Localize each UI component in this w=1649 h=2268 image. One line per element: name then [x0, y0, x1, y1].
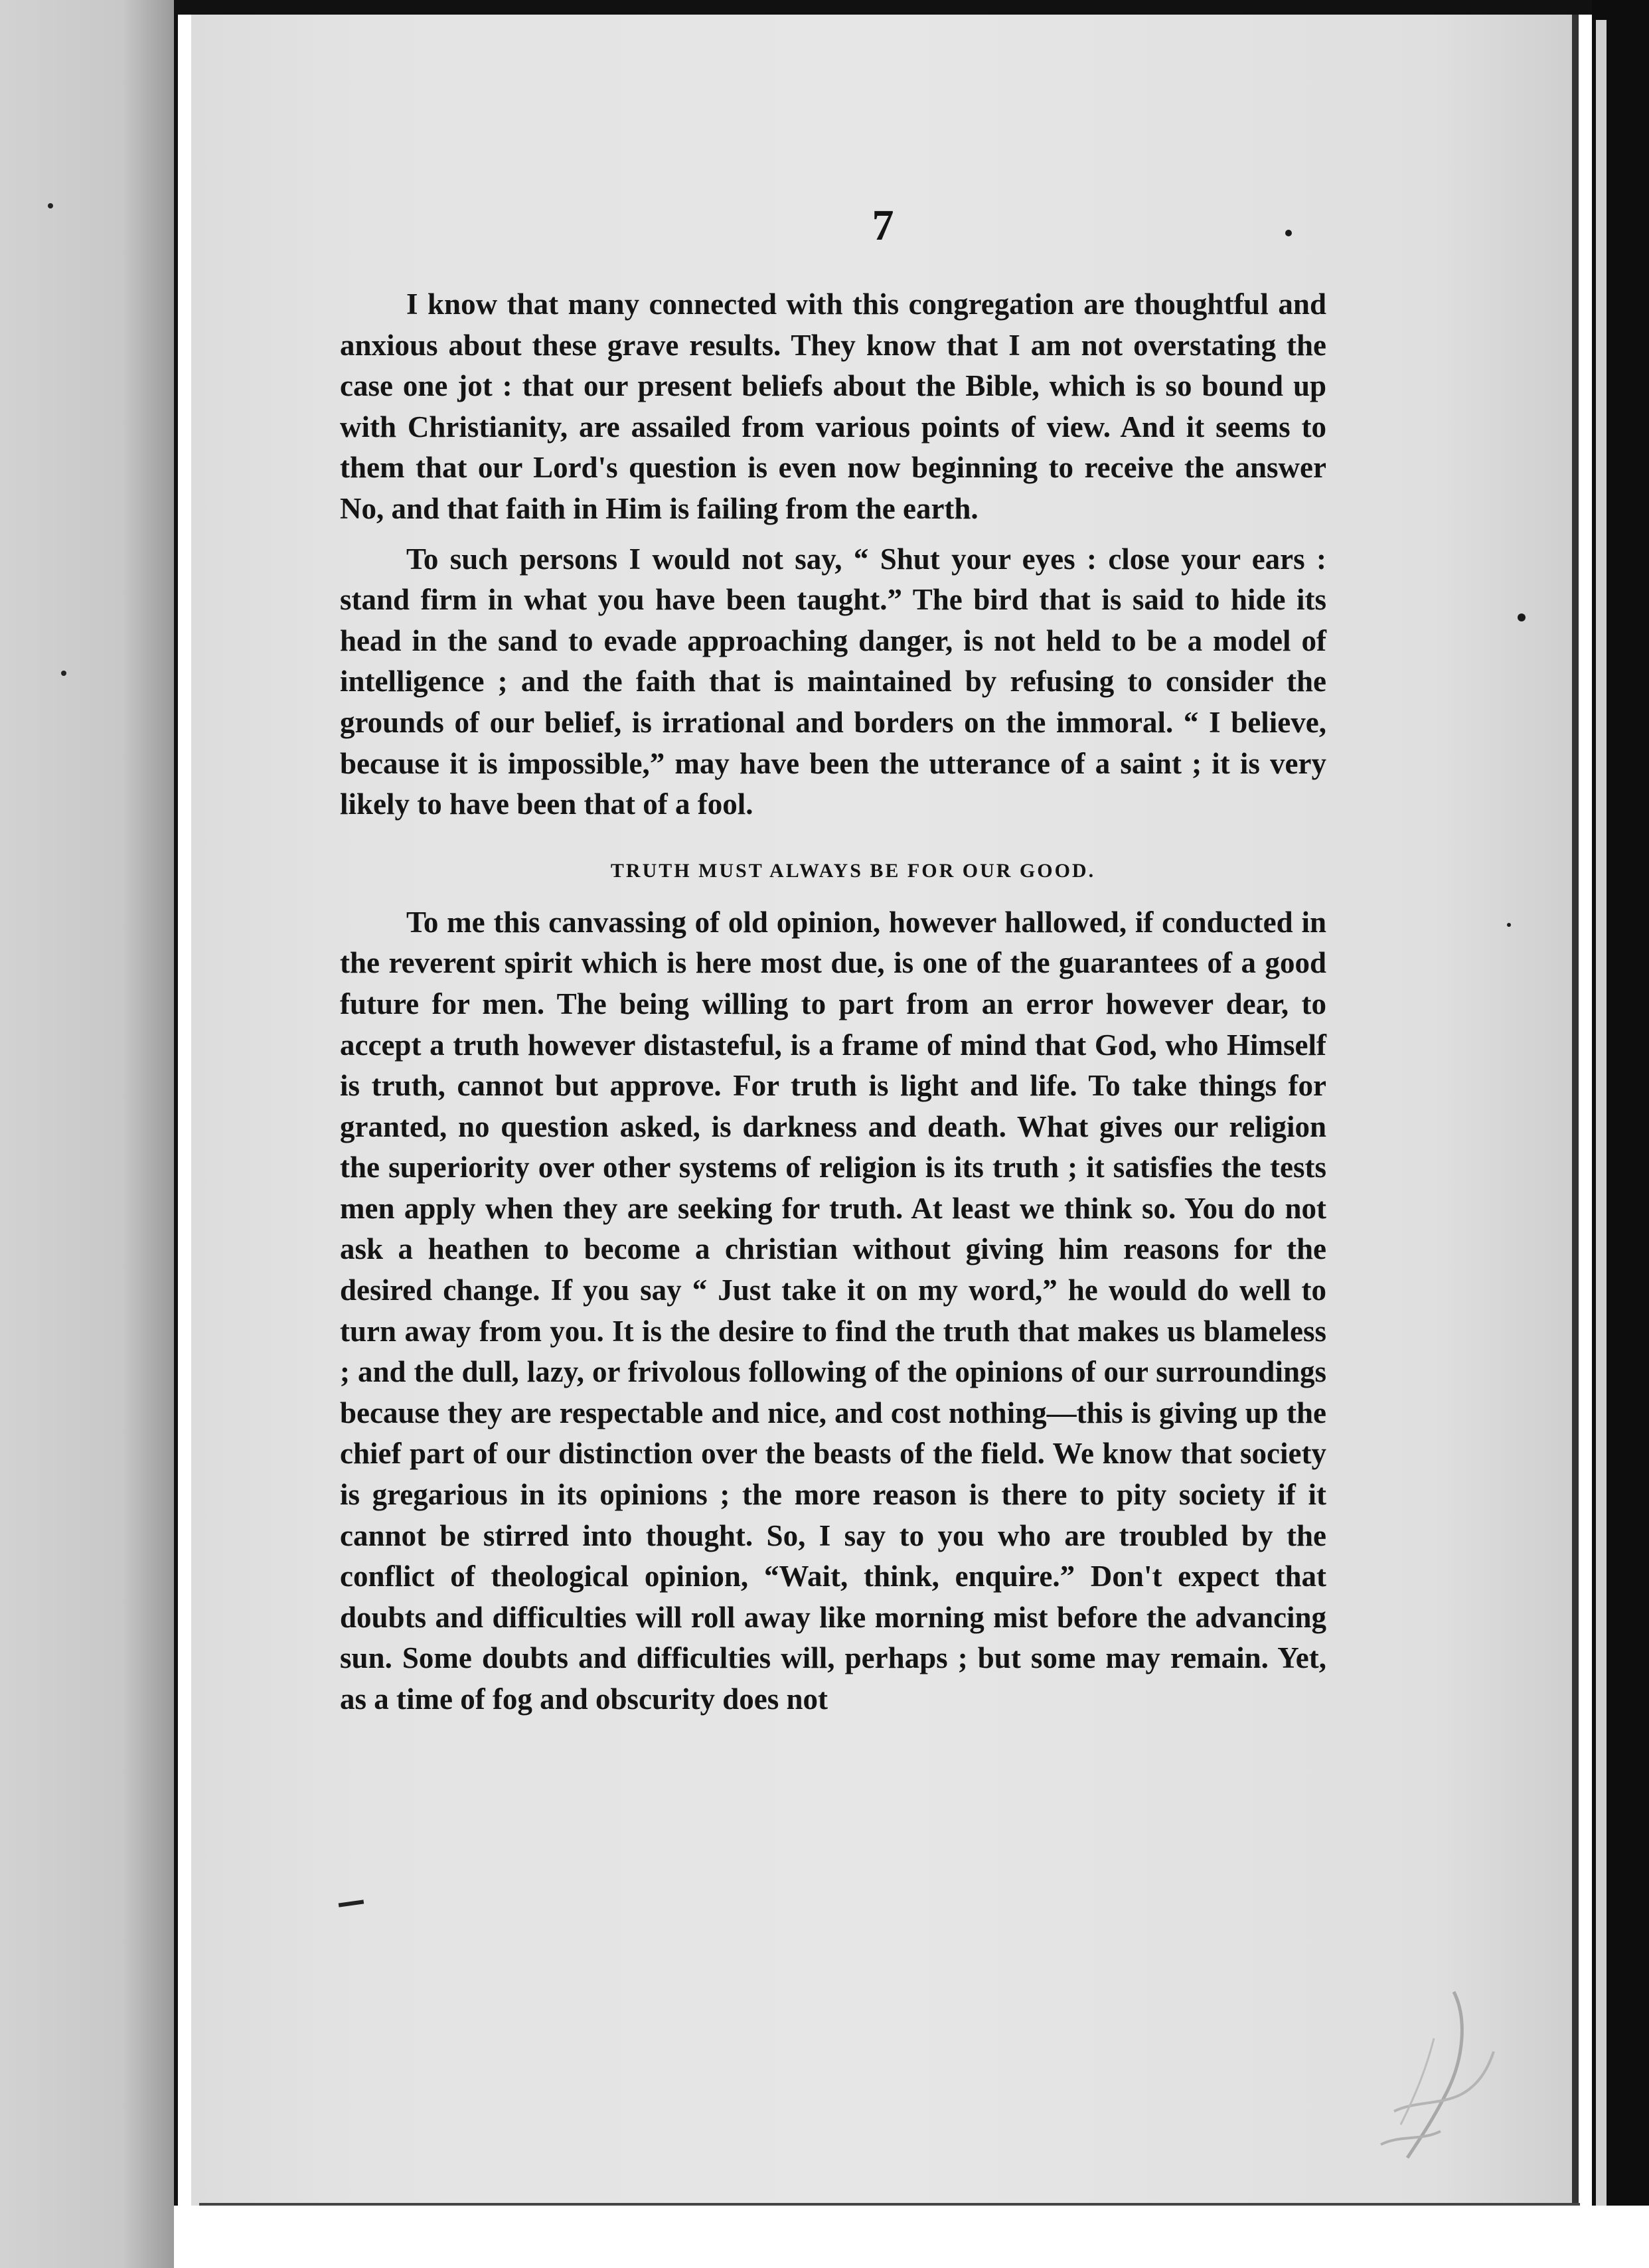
scan-margin-bottom [174, 2206, 1649, 2268]
page-stack-edge [1596, 20, 1607, 2237]
speck [61, 671, 66, 676]
section-heading: TRUTH MUST ALWAYS BE FOR OUR GOOD. [610, 859, 1096, 882]
paragraph: I know that many connected with this congregation are thoughtful and anxious about these grave results. They know that I am not overstating the case one jot : that our present beliefs about the Bible, which is so bound up with Christianity, are assailed from various points of view. And it seems to them that our Lord's question is even now beginning to receive the answer No, and that faith in Him is failing from the earth. [340, 287, 1326, 525]
speck [1507, 923, 1511, 927]
adjacent-page-edge [0, 0, 178, 2268]
speck [48, 203, 53, 208]
page-text [340, 193, 1326, 1730]
handwritten-mark [1354, 1979, 1514, 2178]
speck [1518, 613, 1526, 621]
paragraph: To such persons I would not say, “ Shut your eyes : close your ears : stand firm in what you have been taught.” The bird that is said to hide its head in the sand to evade approaching danger, is not held to be a model of intelligence ; and the faith that is maintained by refusing to consider the grounds of our belief, is irrational and borders on the immoral. “ I believe, because it is impossible,” may have been the utterance of a saint ; it is very likely to have been that of a fool. [340, 542, 1326, 821]
page-number: 7 [872, 201, 894, 250]
paragraph: To me this canvassing of old opinion, however hallowed, if conducted in the reverent spirit which is here most due, is one of the guarantees of a good future for men. The being willing to part from an error however dear, to accept a truth however distasteful, is a frame of mind that God, who Himself is truth, cannot but approve. For truth is light and life. To take things for granted, no question asked, is darkness and death. What gives our religion the superiority over other systems of religion is its truth ; it satisfies the tests men apply when they are seeking for truth. At least we think so. You do not ask a heathen to become a christian without giving him reasons for the desired change. If you say “ Just take it on my word,” he would do well to turn away from you. It is the desire to find the truth that makes us blameless ; and the dull, lazy, or frivolous following of the opinions of our surroundings because they are respectable and nice, and cost nothing—this is giving up the chief part of our distinction over the beasts of the field. We know that society is gregarious in its opinions ; the more reason is there to pity society if it cannot be stirred into thought. So, I say to you who are troubled by the conflict of theological opinion, “Wait, think, enquire.” Don't expect that doubts and difficulties will roll away like morning mist before the advancing sun. Some doubts and difficulties will, perhaps ; but some may remain. Yet, as a time of fog and obscurity does not [340, 905, 1326, 1716]
scan-border-top [174, 0, 1649, 15]
